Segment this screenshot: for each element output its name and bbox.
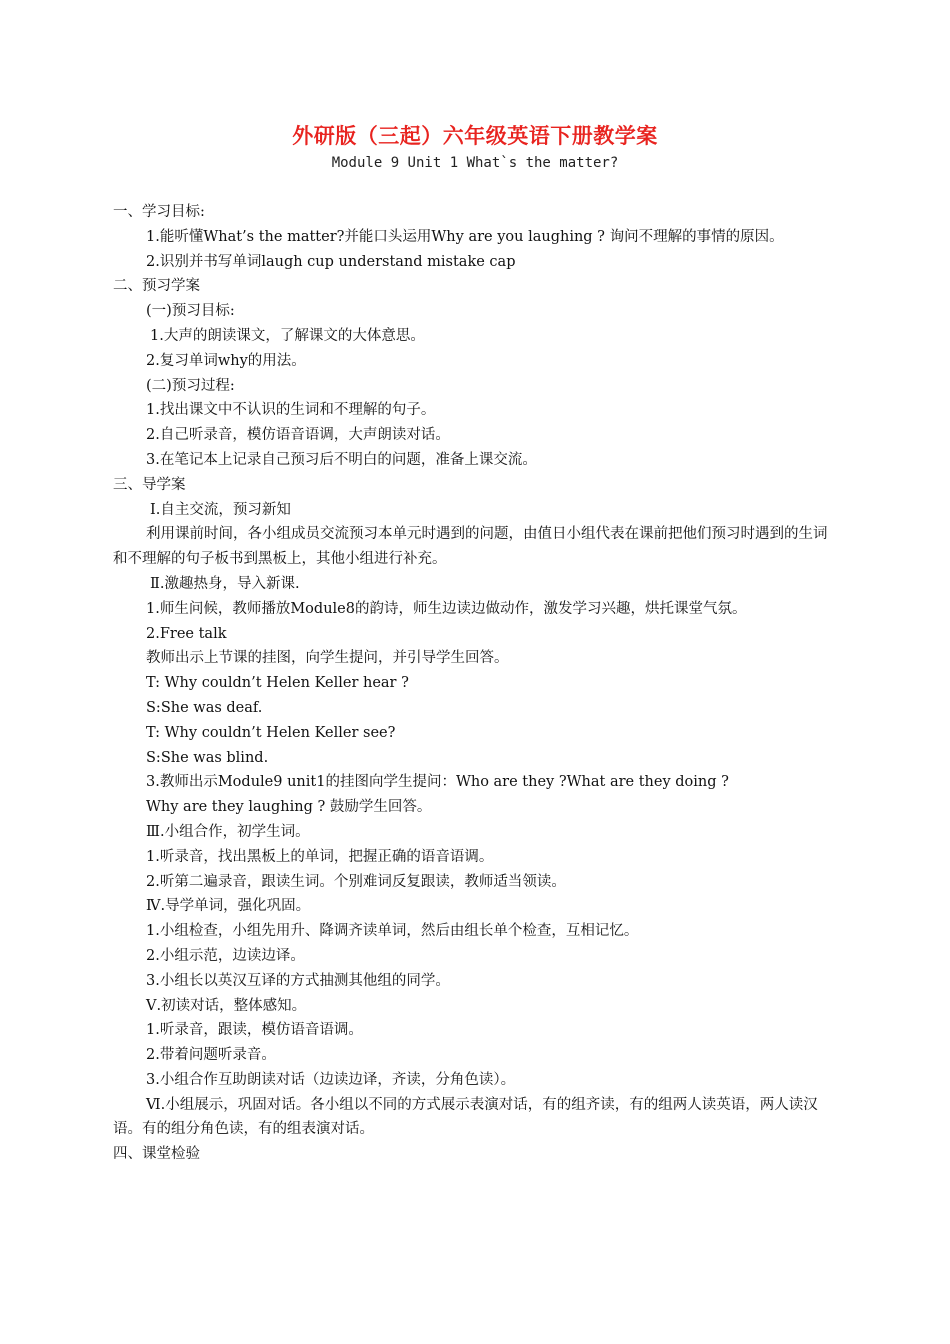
text-line: 3.在笔记本上记录自己预习后不明白的问题，准备上课交流。 (146, 451, 537, 468)
text-line: S:She was deaf. (146, 699, 263, 716)
document-subtitle: Module 9 Unit 1 What`s the matter? (331, 155, 619, 171)
text-line: Ⅲ.小组合作，初学生词。 (146, 823, 310, 840)
text-line: T: Why couldn’t Helen Keller see? (146, 724, 396, 741)
text-line: S:She was blind. (146, 749, 269, 766)
text-line: 1.听录音，跟读，模仿语音语调。 (146, 1022, 363, 1039)
text-line: 2.自己听录音，模仿语音语调，大声朗读对话。 (146, 427, 450, 444)
text-line: 1.师生问候，教师播放Module8的韵诗，师生边读边做动作，激发学习兴趣，烘托课堂气氛。 (146, 600, 747, 617)
text-line: Ⅵ.小组展示，巩固对话。各小组以不同的方式展示表演对话，有的组齐读，有的组两人读英语，两人读汉语。有的组分角色读，有的组表演对话。 (113, 1096, 818, 1138)
text-line: 3.小组长以英汉互译的方式抽测其他组的同学。 (146, 972, 450, 989)
text-line: (一)预习目标: (146, 303, 235, 320)
text-line: 2.识别并书写单词laugh cup understand mistake cap (146, 253, 516, 270)
text-line: (二)预习过程: (146, 377, 235, 394)
document-title: 外研版（三起）六年级英语下册教学案 (292, 123, 658, 148)
text-line: Ⅱ.激趣热身，导入新课. (150, 575, 300, 592)
text-line: 二、预习学案 (113, 278, 200, 295)
text-line: 1.小组检查，小组先用升、降调齐读单词，然后由组长单个检查，互相记忆。 (146, 923, 639, 940)
text-line: 2.带着问题听录音。 (146, 1047, 276, 1064)
text-line: 利用课前时间，各小组成员交流预习本单元时遇到的问题，由值日小组代表在课前把他们预习时遇到的生词和不理解的句子板书到黑板上，其他小组进行补充。 (113, 526, 828, 568)
text-line: 2.小组示范，边读边译。 (146, 947, 305, 964)
text-line: 1.能听懂What’s the matter?并能口头运用Why are you laughing ? 询问不理解的事情的原因。 (146, 228, 784, 245)
text-line: Ⅳ.导学单词，强化巩固。 (146, 898, 311, 915)
text-line: 3.小组合作互助朗读对话（边读边译，齐读，分角色读）。 (146, 1071, 516, 1088)
text-line: 2.听第二遍录音，跟读生词。个别难词反复跟读，教师适当领读。 (146, 873, 566, 890)
text-line: Why are they laughing ? 鼓励学生回答。 (146, 799, 432, 816)
text-line: 1.大声的朗读课文，了解课文的大体意思。 (150, 327, 425, 344)
text-line: 一、学习目标: (113, 204, 205, 220)
text-line: 3.教师出示Module9 unit1的挂图向学生提问：Who are they ?What are they doing ? (146, 774, 729, 791)
text-line: Ⅰ.自主交流，预习新知 (150, 501, 291, 518)
text-line: T: Why couldn’t Helen Keller hear ? (146, 675, 409, 692)
text-line: 1.找出课文中不认识的生词和不理解的句子。 (146, 402, 436, 419)
text-line: 四、课堂检验 (113, 1146, 200, 1163)
text-line: 三、导学案 (113, 476, 186, 493)
text-line: 1.听录音，找出黑板上的单词，把握正确的语音语调。 (146, 848, 494, 865)
text-line: 2.Free talk (146, 625, 227, 642)
document-body (113, 200, 841, 1167)
text-line: Ⅴ.初读对话，整体感知。 (146, 997, 307, 1014)
text-line: 教师出示上节课的挂图，向学生提问，并引导学生回答。 (146, 650, 509, 667)
text-line: 2.复习单词why的用法。 (146, 352, 306, 369)
